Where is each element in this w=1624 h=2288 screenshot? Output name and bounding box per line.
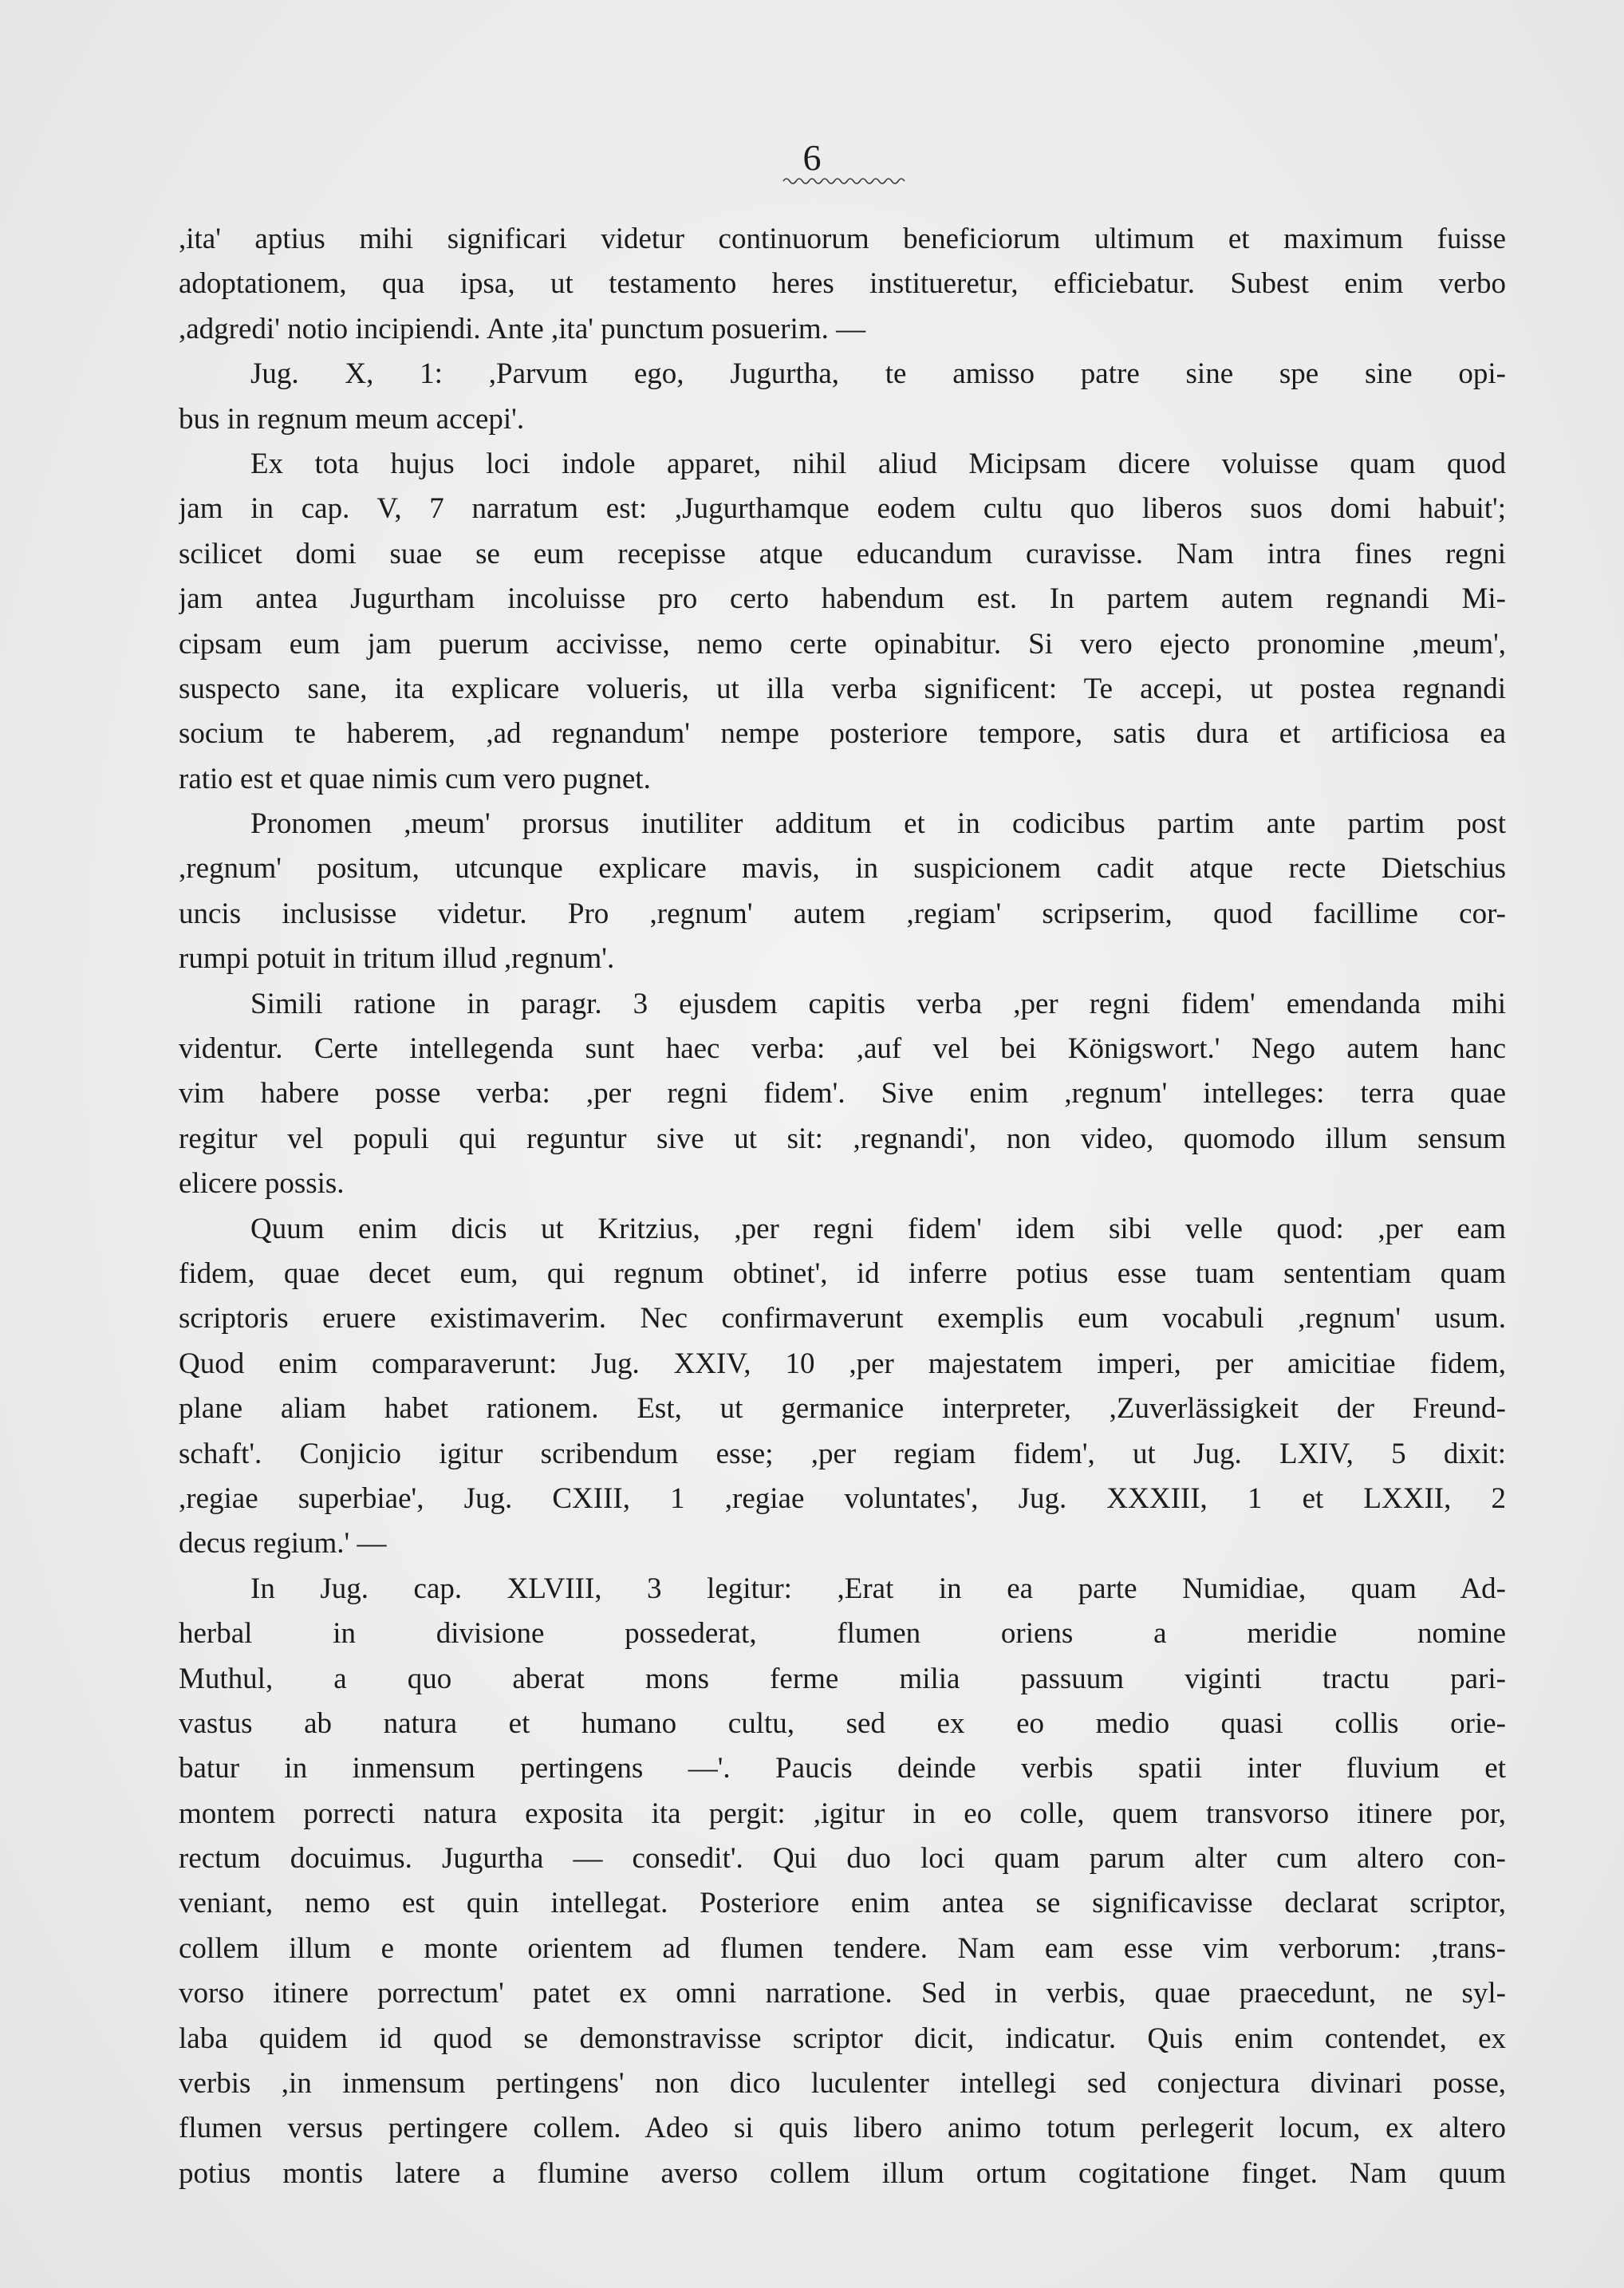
text-line: rectum docuimus. Jugurtha — consedit'. Qui duo loci quam parum alter cum altero con- bbox=[179, 1842, 1506, 1876]
text-line: ,regnum' positum, utcunque explicare mavis, in suspicionem cadit atque recte Dietschius bbox=[179, 852, 1506, 886]
text-line: Ex tota hujus loci indole apparet, nihil aliud Micipsam dicere voluisse quam quod bbox=[250, 447, 1506, 480]
text-line: batur in inmensum pertingens —'. Paucis deinde verbis spatii inter fluvium et bbox=[179, 1752, 1506, 1785]
body-text bbox=[179, 217, 1506, 2196]
text-line: Muthul, a quo aberat mons ferme milia passuum viginti tractu pari- bbox=[179, 1662, 1506, 1695]
text-line: schaft'. Conjicio igitur scribendum esse; ,per regiam fidem', ut Jug. LXIV, 5 dixit: bbox=[179, 1437, 1506, 1470]
text-line: suspecto sane, ita explicare volueris, ut illa verba significent: Te accepi, ut postea regnandi bbox=[179, 672, 1506, 705]
text-line: vorso itinere porrectum' patet ex omni narratione. Sed in verbis, quae praecedunt, ne syl- bbox=[179, 1977, 1506, 2010]
text-line: collem illum e monte orientem ad flumen tendere. Nam eam esse vim verborum: ,trans- bbox=[179, 1931, 1506, 1965]
text-line: jam in cap. V, 7 narratum est: ,Jugurthamque eodem cultu quo liberos suos domi habuit'; bbox=[179, 492, 1506, 526]
text-line: ,regiae superbiae', Jug. CXIII, 1 ,regiae voluntates', Jug. XXXIII, 1 et LXXII, 2 bbox=[179, 1481, 1506, 1515]
text-line: montem porrecti natura exposita ita pergit: ,igitur in eo colle, quem transvorso itinere por, bbox=[179, 1797, 1506, 1830]
text-line: regitur vel populi qui reguntur sive ut sit: ,regnandi', non video, quomodo illum sensum bbox=[179, 1122, 1506, 1155]
text-line: fidem, quae decet eum, qui regnum obtinet', id inferre potius esse tuam sententiam quam bbox=[179, 1256, 1506, 1290]
text-line: herbal in divisione possederat, flumen oriens a meridie nomine bbox=[179, 1617, 1506, 1651]
text-line: Jug. X, 1: ,Parvum ego, Jugurtha, te amisso patre sine spe sine opi- bbox=[250, 357, 1506, 391]
text-line: Simili ratione in paragr. 3 ejusdem capitis verba ,per regni fidem' emendanda mihi bbox=[250, 987, 1506, 1020]
text-line: vim habere posse verba: ,per regni fidem'. Sive enim ,regnum' intelleges: terra quae bbox=[179, 1077, 1506, 1110]
text-line: scriptoris eruere existimaverim. Nec confirmaverunt exemplis eum vocabuli ,regnum' usum. bbox=[179, 1302, 1506, 1335]
text-line: decus regium.' — bbox=[179, 1527, 387, 1560]
text-line: jam antea Jugurtham incoluisse pro certo habendum est. In partem autem regnandi Mi- bbox=[179, 582, 1506, 616]
text-line: Quum enim dicis ut Kritzius, ,per regni fidem' idem sibi velle quod: ,per eam bbox=[250, 1212, 1506, 1245]
text-line: ,ita' aptius mihi significari videtur continuorum beneficiorum ultimum et maximum fuisse bbox=[179, 223, 1506, 255]
text-line: cipsam eum jam puerum accivisse, nemo certe opinabitur. Si vero ejecto pronomine ,meum', bbox=[179, 627, 1506, 661]
text-line: adoptationem, qua ipsa, ut testamento heres institueretur, efficiebatur. Subest enim verbo bbox=[179, 267, 1506, 301]
text-line: veniant, nemo est quin intellegat. Posteriore enim antea se significavisse declarat scriptor, bbox=[179, 1887, 1506, 1920]
text-line: bus in regnum meum accepi'. bbox=[179, 402, 525, 436]
text-line: verbis ,in inmensum pertingens' non dico luculenter intellegi sed conjectura divinari posse, bbox=[179, 2067, 1506, 2101]
text-line: rumpi potuit in tritum illud ,regnum'. bbox=[179, 942, 615, 976]
text-line: plane aliam habet rationem. Est, ut germanice interpreter, ,Zuverlässigkeit der Freund- bbox=[179, 1392, 1506, 1426]
text-line: flumen versus pertingere collem. Adeo si quis libero animo totum perlegerit locum, ex altero bbox=[179, 2112, 1506, 2145]
page-number: 6 bbox=[802, 137, 822, 178]
text-line: Pronomen ,meum' prorsus inutiliter additum et in codicibus partim ante partim post bbox=[250, 807, 1506, 841]
ornament-divider bbox=[782, 176, 909, 187]
text-line: videntur. Certe intellegenda sunt haec verba: ,auf vel bei Königswort.' Nego autem hanc bbox=[179, 1032, 1506, 1066]
text-line: uncis inclusisse videtur. Pro ,regnum' autem ,regiam' scripserim, quod facillime cor- bbox=[179, 897, 1506, 930]
text-line: laba quidem id quod se demonstravisse scriptor dicit, indicatur. Quis enim contendet, ex bbox=[179, 2022, 1506, 2055]
text-line: elicere possis. bbox=[179, 1167, 345, 1201]
text-line: potius montis latere a flumine averso collem illum ortum cogitatione finget. Nam quum bbox=[179, 2156, 1506, 2190]
text-line: vastus ab natura et humano cultu, sed ex eo medio quasi collis orie- bbox=[179, 1706, 1506, 1740]
text-line: socium te haberem, ,ad regnandum' nempe posteriore tempore, satis dura et artificiosa ea bbox=[179, 717, 1506, 751]
text-line: In Jug. cap. XLVIII, 3 legitur: ,Erat in ea parte Numidiae, quam Ad- bbox=[250, 1572, 1506, 1605]
text-line: ,adgredi' notio incipiendi. Ante ,ita' punctum posuerim. — bbox=[179, 312, 866, 345]
text-line: scilicet domi suae se eum recepisse atque educandum curavisse. Nam intra fines regni bbox=[179, 537, 1506, 570]
text-line: ratio est et quae nimis cum vero pugnet. bbox=[179, 762, 651, 795]
text-line: Quod enim comparaverunt: Jug. XXIV, 10 ,per majestatem imperi, per amicitiae fidem, bbox=[179, 1347, 1506, 1380]
